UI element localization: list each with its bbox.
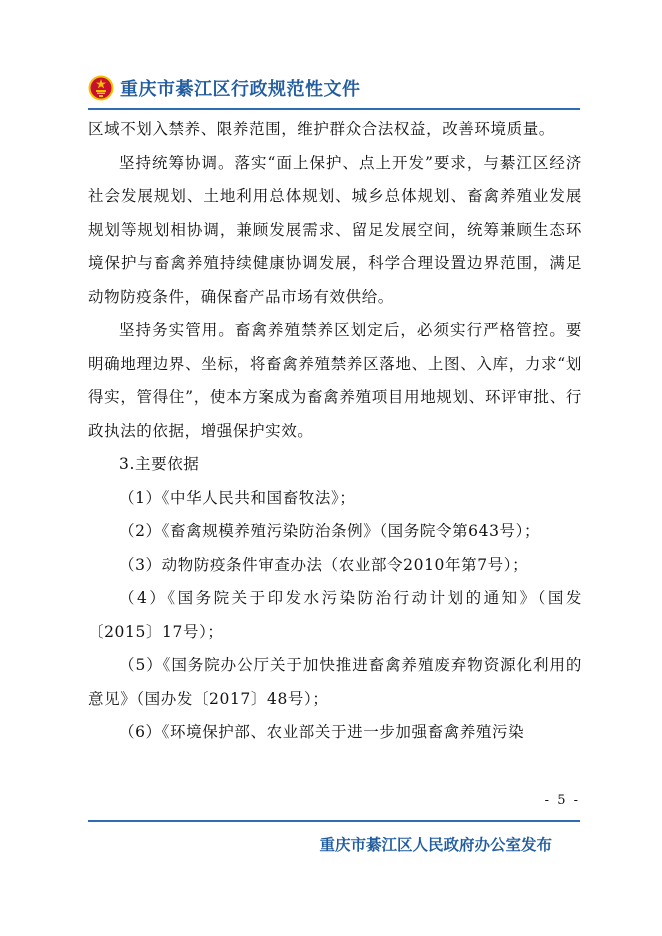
list-item: （6）《环境保护部、农业部关于进一步加强畜禽养殖污染 <box>119 723 525 741</box>
list-item: （1）《中华人民共和国畜牧法》； <box>119 488 356 507</box>
page-number: - 5 - <box>544 793 580 808</box>
footer-publisher: 重庆市綦江区人民政府办公室发布 <box>319 836 552 854</box>
footer-divider <box>88 820 580 822</box>
section-heading: 3.主要依据 <box>119 455 200 473</box>
document-body <box>88 113 582 750</box>
list-item: （2）《畜禽规模养殖污染防治条例》（国务院令第643号）； <box>119 522 541 540</box>
header-divider <box>88 108 580 110</box>
list-item: （3）动物防疫条件审查办法（农业部令2010年第7号）； <box>119 555 529 574</box>
list-item: （4）《国务院关于印发水污染防治行动计划的通知》（国发〔2015〕17号）； <box>88 589 582 641</box>
document-header <box>88 72 361 104</box>
paragraph: 区域不划入禁养、限养范围，维护群众合法权益，改善环境质量。 <box>88 120 555 138</box>
paragraph: 坚持务实管用。畜禽养殖禁养区划定后，必须实行严格管控。要明确地理边界、坐标，将畜禽养殖禁养区落地、上图、入库，力求“划得实，管得住”，使本方案成为畜禽养殖项目用地规划、环评审批、行政执法的依据，增强保护实效。 <box>88 321 582 440</box>
header-title: 重庆市綦江区行政规范性文件 <box>120 79 361 100</box>
paragraph: 坚持统筹协调。落实“面上保护、点上开发”要求，与綦江区经济社会发展规划、土地利用总体规划、城乡总体规划、畜禽养殖业发展规划等规划相协调，兼顾发展需求、留足发展空间，统筹兼顾生态环境保护与畜禽养殖持续健康协调发展，科学合理设置边界范围，满足动物防疫条件，确保畜产品市场有效供给。 <box>88 153 582 306</box>
list-item: （5）《国务院办公厅关于加快推进畜禽养殖废弃物资源化利用的意见》（国办发〔2017〕48号）； <box>88 656 582 708</box>
national-emblem-icon <box>88 75 114 101</box>
